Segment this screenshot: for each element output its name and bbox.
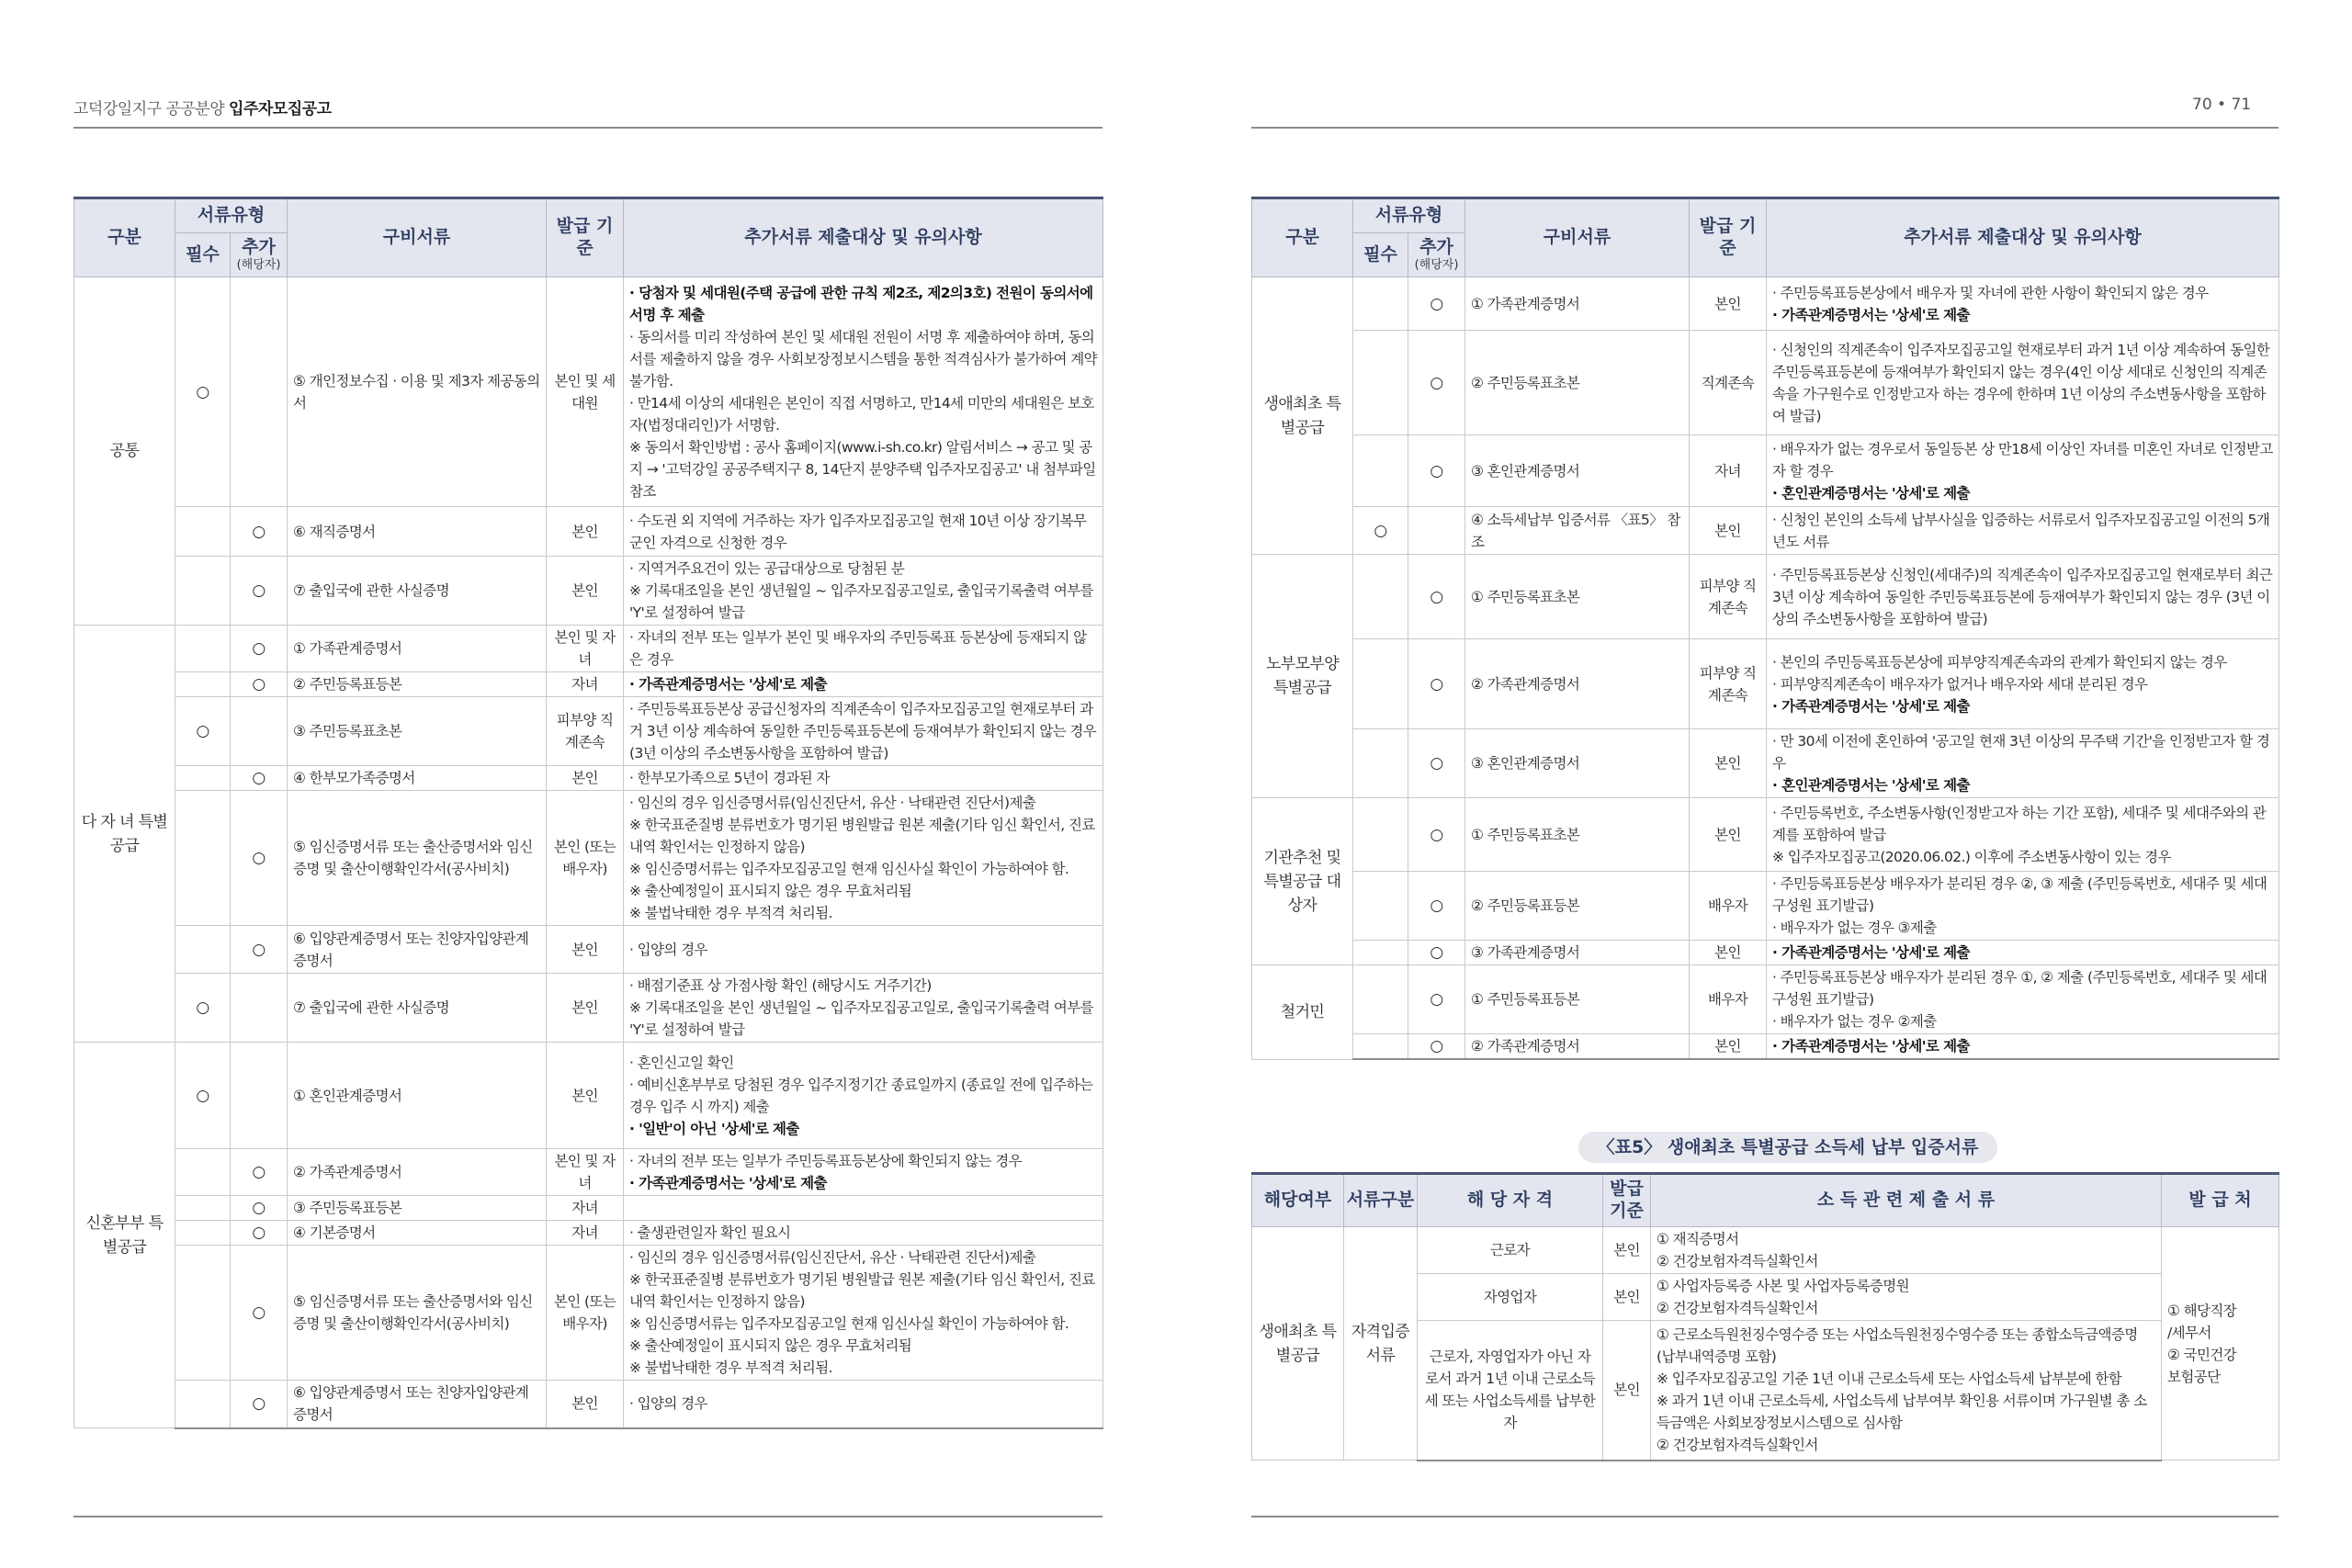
issue-basis: 피부양 직계존속: [547, 697, 624, 766]
notes-cell: [624, 1381, 1103, 1428]
note-line: · 배점기준표 상 가점사항 확인 (해당시도 거주기간): [629, 977, 932, 994]
issue-basis: 본인: [1690, 1034, 1767, 1060]
note-line: · 주민등록번호, 주소변동사항(인정받고자 하는 기간 포함), 세대주 및 세대주와의 관계를 포함하여 발급: [1772, 804, 2267, 843]
note-line: · 가족관계증명서는 '상세'로 제출: [629, 676, 827, 693]
issue-basis: 자녀: [547, 1196, 624, 1221]
issue-basis: 피부양 직계존속: [1690, 555, 1767, 639]
notes-cell: [1767, 331, 2279, 435]
notes-cell: [624, 1221, 1103, 1246]
required-mark: [175, 626, 231, 672]
group-cell: 노부모부양 특별공급: [1252, 555, 1353, 798]
additional-mark: ○: [231, 1246, 288, 1381]
note-line: · 혼인관계증명서는 '상세'로 제출: [1772, 484, 1970, 502]
qualification-cell: 자영업자: [1418, 1274, 1603, 1321]
doc-line: ① 근로소득원천징수영수증 또는 사업소득원천징수영수증 또는 종합소득금액증명(납부내역증명 포함): [1657, 1326, 2138, 1366]
document-name: ⑥ 입양관계증명서 또는 친양자입양관계증명서: [288, 926, 547, 974]
required-mark: ○: [175, 974, 231, 1043]
issuer-line: /세무서: [2167, 1324, 2211, 1341]
header-rule-left: [74, 127, 1102, 129]
document-name: ④ 한부모가족증명서: [288, 766, 547, 791]
note-line: ※ 기록대조일을 본인 생년월일 ~ 입주자모집공고일로, 출입국기록출력 여부를 'Y'로 설정하여 발급: [629, 582, 1093, 621]
required-mark: [1353, 555, 1408, 639]
document-name: ⑦ 출입국에 관한 사실증명: [288, 974, 547, 1043]
col-documents: 구비서류: [288, 198, 547, 277]
table-row: [1252, 729, 2279, 798]
notes-cell: [1767, 639, 2279, 729]
table-row: [1252, 435, 2279, 507]
additional-mark: ○: [231, 507, 288, 557]
right-documents-table: [1251, 197, 2279, 1060]
notes-cell: [624, 672, 1103, 697]
note-line: · 신청인의 직계존속이 입주자모집공고일 현재로부터 과거 1년 이상 계속하여 동일한 주민등록표등본에 등재여부가 확인되지 않는 경우(4인 이상 세대로 신청인의 직계존속을 가구원수로 인정받고자 하는 경우에 한하며 1년 이상의 주소변동사항을 포함하여 발급): [1772, 341, 2270, 424]
note-line: · 만14세 이상의 세대원은 본인이 직접 서명하고, 만14세 미만의 세대원은 보호자(법정대리인)가 서명함.: [629, 394, 1094, 434]
required-mark: [175, 1381, 231, 1428]
note-line: · 배우자가 없는 경우로서 동일등본 상 만18세 이상인 자녀를 미혼인 자녀로 인정받고자 할 경우: [1772, 440, 2273, 479]
additional-mark: ○: [231, 1196, 288, 1221]
notes-cell: [624, 626, 1103, 672]
note-line: · 본인의 주민등록표등본상에 피부양직계존속과의 관계가 확인되지 않는 경우: [1772, 653, 2227, 671]
required-mark: [175, 1246, 231, 1381]
additional-mark: ○: [231, 1221, 288, 1246]
col-issue-basis: 발급 기준: [1690, 198, 1767, 277]
note-line: · 임신의 경우 임신증명서류(임신진단서, 유산 · 낙태관련 진단서)제출: [629, 795, 1036, 811]
issue-basis: 본인 및 세대원: [547, 277, 624, 507]
note-line: · 가족관계증명서는 '상세'로 제출: [629, 1175, 827, 1191]
issue-basis: 본인: [1603, 1227, 1651, 1274]
note-line: · 가족관계증명서는 '상세'로 제출: [1772, 697, 1970, 715]
note-line: ※ 기록대조일을 본인 생년월일 ~ 입주자모집공고일로, 출입국기록출력 여부를 'Y'로 설정하여 발급: [629, 999, 1093, 1038]
required-mark: ○: [175, 277, 231, 507]
notes-cell: [1767, 941, 2279, 965]
header-title: 입주자모집공고: [229, 100, 332, 118]
table-row: [74, 766, 1103, 791]
additional-mark: ○: [231, 1381, 288, 1428]
col-additional: [1408, 233, 1465, 277]
required-mark: [1353, 331, 1408, 435]
document-name: ⑤ 임신증명서류 또는 출산증명서와 임신증명 및 출산이행확인각서(공사비치): [288, 791, 547, 926]
note-line: ※ 불법낙태한 경우 부적격 처리됨.: [629, 1359, 832, 1376]
issuer-line: ② 국민건강: [2167, 1346, 2237, 1363]
doc-line: ※ 과거 1년 이내 근로소득세, 사업소득세 납부여부 확인용 서류이며 가구원별 총 소득금액은 사회보장정보시스템으로 심사함: [1657, 1393, 2147, 1432]
table-row: [74, 1246, 1103, 1381]
issue-basis: 본인 및 자녀: [547, 1149, 624, 1196]
required-mark: [1353, 872, 1408, 941]
group-cell: 공통: [74, 277, 175, 626]
col-additional-label: 추가: [242, 236, 276, 257]
note-line: · 가족관계증명서는 '상세'로 제출: [1772, 1038, 1970, 1055]
issue-basis: 본인: [547, 507, 624, 557]
col-required: 필수: [1353, 233, 1408, 277]
issue-basis: 본인: [1603, 1321, 1651, 1461]
table-row: [1252, 941, 2279, 965]
table-row: [74, 1221, 1103, 1246]
document-name: ⑤ 개인정보수집 · 이용 및 제3자 제공동의서: [288, 277, 547, 507]
note-line: ※ 출산예정일이 표시되지 않은 경우 무효처리됨: [629, 883, 912, 899]
note-line: · 지역거주요건이 있는 공급대상으로 당첨된 분: [629, 560, 905, 577]
note-line: · '일반'이 아닌 '상세'로 제출: [629, 1120, 799, 1137]
issuer-line: ① 해당직장: [2167, 1302, 2237, 1319]
table-row: [74, 557, 1103, 626]
document-name: ④ 기본증명서: [288, 1221, 547, 1246]
document-name: ② 주민등록표초본: [1465, 331, 1690, 435]
document-name: ③ 혼인관계증명서: [1465, 435, 1690, 507]
income-docs-cell: [1651, 1227, 2162, 1274]
required-mark: ○: [175, 697, 231, 766]
document-name: ② 가족관계증명서: [1465, 639, 1690, 729]
additional-mark: ○: [1408, 555, 1465, 639]
table-row: [74, 277, 1103, 507]
additional-mark: [231, 974, 288, 1043]
additional-mark: ○: [231, 557, 288, 626]
col-issuer: 발 급 처: [2162, 1174, 2279, 1227]
table-row: [74, 926, 1103, 974]
document-name: ② 주민등록표등본: [288, 672, 547, 697]
note-line: · 수도권 외 지역에 거주하는 자가 입주자모집공고일 현재 10년 이상 장기복무군인 자격으로 신청한 경우: [629, 512, 1087, 551]
additional-mark: ○: [1408, 729, 1465, 798]
table-row: [1252, 872, 2279, 941]
note-line: · 입양의 경우: [629, 1395, 707, 1413]
document-name: ② 가족관계증명서: [288, 1149, 547, 1196]
col-documents: 구비서류: [1465, 198, 1690, 277]
col-income-docs: 소 득 관 련 제 출 서 류: [1651, 1174, 2162, 1227]
col-notes: 추가서류 제출대상 및 유의사항: [1767, 198, 2279, 277]
note-line: · 혼인관계증명서는 '상세'로 제출: [1772, 777, 1970, 794]
left-documents-table: [74, 197, 1103, 1429]
issuer-cell: [2162, 1227, 2279, 1461]
notes-cell: [624, 1043, 1103, 1149]
note-line: · 피부양직계존속이 배우자가 없거나 배우자와 세대 분리된 경우: [1772, 675, 2148, 693]
required-mark: [175, 1196, 231, 1221]
required-mark: [1353, 965, 1408, 1034]
table-row: [1252, 507, 2279, 555]
required-mark: [175, 1149, 231, 1196]
col-doc-category: 서류구분: [1344, 1174, 1418, 1227]
footer-rule-right: [1251, 1516, 2278, 1517]
required-mark: [175, 557, 231, 626]
required-mark: [1353, 798, 1408, 872]
notes-cell: [1767, 277, 2279, 331]
note-line: · 자녀의 전부 또는 일부가 본인 및 배우자의 주민등록표 등본상에 등재되지 않은 경우: [629, 629, 1087, 668]
header-rule-right: [1251, 127, 2278, 129]
note-line: ※ 출산예정일이 표시되지 않은 경우 무효처리됨: [629, 1337, 912, 1354]
issue-basis: 본인: [547, 1381, 624, 1428]
required-mark: [1353, 941, 1408, 965]
note-line: · 당첨자 및 세대원(주택 공급에 관한 규칙 제2조, 제2의3호) 전원이 동의서에 서명 후 제출: [629, 284, 1093, 323]
col-applicability: 해당여부: [1252, 1174, 1344, 1227]
required-mark: [1353, 277, 1408, 331]
document-name: ① 주민등록표초본: [1465, 798, 1690, 872]
table-row: [74, 697, 1103, 766]
required-mark: ○: [175, 1043, 231, 1149]
note-line: ※ 임신증명서류는 입주자모집공고일 현재 임신사실 확인이 가능하여야 함.: [629, 861, 1069, 877]
notes-cell: [1767, 798, 2279, 872]
doc-line: ② 건강보험자격득실확인서: [1657, 1253, 1818, 1269]
table-row: [1252, 798, 2279, 872]
additional-mark: ○: [1408, 435, 1465, 507]
additional-mark: [1408, 507, 1465, 555]
notes-cell: [1767, 1034, 2279, 1060]
issuer-line: 보험공단: [2167, 1368, 2221, 1385]
note-line: · 주민등록표등본상 공급신청자의 직계존속이 입주자모집공고일 현재로부터 과거 3년 이상 계속하여 동일한 주민등록표등본에 등재여부가 확인되지 않는 경우(3년 이상의 주소변동사항을 포함하여 발급): [629, 701, 1097, 761]
table5-income-tax-docs: [1251, 1172, 2279, 1461]
table-row: [74, 1043, 1103, 1149]
issue-basis: 본인 및 자녀: [547, 626, 624, 672]
col-issue-basis: 발급 기준: [547, 198, 624, 277]
col-gubun: 구분: [1252, 198, 1353, 277]
note-line: · 배우자가 없는 경우 ②제출: [1772, 1013, 1937, 1030]
qualification-cell: 근로자: [1418, 1227, 1603, 1274]
notes-cell: [624, 1149, 1103, 1196]
col-doc-type: 서류유형: [1353, 198, 1465, 233]
notes-cell: [624, 1196, 1103, 1221]
doc-line: ※ 입주자모집공고일 기준 1년 이내 근로소득세 또는 사업소득세 납부분에 한함: [1657, 1371, 2122, 1388]
col-notes: 추가서류 제출대상 및 유의사항: [624, 198, 1103, 277]
issue-basis: 본인: [1690, 729, 1767, 798]
notes-cell: [624, 974, 1103, 1043]
notes-cell: [624, 697, 1103, 766]
income-docs-cell: [1651, 1321, 2162, 1461]
additional-mark: ○: [231, 626, 288, 672]
required-mark: ○: [1353, 507, 1408, 555]
table-row: [1252, 1227, 2279, 1274]
doc-line: ② 건강보험자격득실확인서: [1657, 1300, 1818, 1316]
required-mark: [1353, 729, 1408, 798]
additional-mark: ○: [231, 926, 288, 974]
doc-category-cell: 자격입증 서류: [1344, 1227, 1418, 1461]
document-name: ① 주민등록표초본: [1465, 555, 1690, 639]
issue-basis: 본인: [1690, 798, 1767, 872]
page-numbers: 70 • 71: [2192, 96, 2252, 114]
notes-cell: [1767, 555, 2279, 639]
required-mark: [1353, 435, 1408, 507]
col-required: 필수: [175, 233, 231, 277]
col-qualification: 해 당 자 격: [1418, 1174, 1603, 1227]
notes-cell: [624, 507, 1103, 557]
note-line: ※ 한국표준질병 분류번호가 명기된 병원발급 원본 제출(기타 임신 확인서, 진료내역 확인서는 인정하지 않음): [629, 817, 1095, 855]
note-line: ※ 입주자모집공고(2020.06.02.) 이후에 주소변동사항이 있는 경우: [1772, 848, 2171, 865]
table-row: [74, 1196, 1103, 1221]
note-line: ※ 한국표준질병 분류번호가 명기된 병원발급 원본 제출(기타 임신 확인서, 진료내역 확인서는 인정하지 않음): [629, 1271, 1095, 1310]
required-mark: [175, 766, 231, 791]
col-additional-label: 추가: [1419, 236, 1453, 257]
note-line: ※ 동의서 확인방법 : 공사 홈페이지(www.i-sh.co.kr) 알림서비스 → 공고 및 공지 → '고덕강일 공공주택지구 8, 14단지 분양주택 입주자모집공고' 내 첨부파일 참조: [629, 438, 1096, 500]
issue-basis: 본인: [547, 766, 624, 791]
income-docs-cell: [1651, 1274, 2162, 1321]
document-name: ⑥ 재직증명서: [288, 507, 547, 557]
document-name: ① 가족관계증명서: [288, 626, 547, 672]
table-row: [74, 1149, 1103, 1196]
issue-basis: 본인 (또는 배우자): [547, 1246, 624, 1381]
document-name: ② 주민등록표등본: [1465, 872, 1690, 941]
document-name: ⑥ 입양관계증명서 또는 친양자입양관계증명서: [288, 1381, 547, 1428]
document-name: ③ 가족관계증명서: [1465, 941, 1690, 965]
table-row: [1252, 555, 2279, 639]
doc-line: ② 건강보험자격득실확인서: [1657, 1437, 1818, 1454]
header-prefix: 고덕강일지구 공공분양: [74, 100, 225, 118]
document-name: ① 가족관계증명서: [1465, 277, 1690, 331]
qualification-cell: 근로자, 자영업자가 아닌 자로서 과거 1년 이내 근로소득세 또는 사업소득세를 납부한 자: [1418, 1321, 1603, 1461]
table-row: [74, 626, 1103, 672]
additional-mark: ○: [1408, 872, 1465, 941]
document-name: ② 가족관계증명서: [1465, 1034, 1690, 1060]
notes-cell: [1767, 872, 2279, 941]
group-cell: 신혼부부 특별공급: [74, 1043, 175, 1428]
table-row: [74, 1381, 1103, 1428]
col-doc-type: 서류유형: [175, 198, 288, 233]
required-mark: [1353, 639, 1408, 729]
additional-mark: ○: [1408, 1034, 1465, 1060]
notes-cell: [624, 277, 1103, 507]
table-row: [1252, 965, 2279, 1034]
note-line: · 임신의 경우 임신증명서류(임신진단서, 유산 · 낙태관련 진단서)제출: [629, 1249, 1036, 1266]
notes-cell: [624, 557, 1103, 626]
notes-cell: [1767, 965, 2279, 1034]
group-cell: 다 자 녀 특별공급: [74, 626, 175, 1043]
document-name: ③ 혼인관계증명서: [1465, 729, 1690, 798]
additional-mark: [231, 1043, 288, 1149]
issue-basis: 본인: [547, 1043, 624, 1149]
document-name: ④ 소득세납부 입증서류 〈표5〉 참조: [1465, 507, 1690, 555]
table-row: [1252, 277, 2279, 331]
issue-basis: 본인: [1690, 507, 1767, 555]
additional-mark: [231, 277, 288, 507]
additional-mark: ○: [1408, 639, 1465, 729]
note-line: · 주민등록표등본상에서 배우자 및 자녀에 관한 사항이 확인되지 않은 경우: [1772, 284, 2209, 301]
note-line: · 주민등록표등본상 신청인(세대주)의 직계존속이 입주자모집공고일 현재로부터 최근3년 이상 계속하여 동일한 주민등록표등본에 등재여부가 확인되지 않는 경우 (3년 이상의 주소변동사항을 포함하여 발급): [1772, 566, 2273, 627]
note-line: · 신청인 본인의 소득세 납부사실을 입증하는 서류로서 입주자모집공고일 이전의 5개년도 서류: [1772, 511, 2270, 550]
note-line: · 동의서를 미리 작성하여 본인 및 세대원 전원이 서명 후 제출하여야 하며, 동의서를 제출하지 않을 경우 사회보장정보시스템을 통한 적격심사가 불가하여 계약 불가함.: [629, 328, 1097, 389]
table-row: [74, 672, 1103, 697]
issue-basis: 본인 (또는 배우자): [547, 791, 624, 926]
issue-basis: 배우자: [1690, 872, 1767, 941]
notes-cell: [1767, 507, 2279, 555]
issue-basis: 본인: [1690, 941, 1767, 965]
required-mark: [175, 1221, 231, 1246]
col-additional: [231, 233, 288, 277]
additional-mark: ○: [231, 766, 288, 791]
notes-cell: [1767, 729, 2279, 798]
note-line: · 입양의 경우: [629, 941, 707, 958]
issue-basis: 본인: [1690, 277, 1767, 331]
table-row: [1252, 1034, 2279, 1060]
issue-basis: 본인: [547, 557, 624, 626]
issue-basis: 배우자: [1690, 965, 1767, 1034]
note-line: · 가족관계증명서는 '상세'로 제출: [1772, 944, 1970, 961]
document-name: ⑦ 출입국에 관한 사실증명: [288, 557, 547, 626]
issue-basis: 본인: [1603, 1274, 1651, 1321]
notes-cell: [1767, 435, 2279, 507]
table5-caption: 〈표5〉 생애최초 특별공급 소득세 납부 입증서류: [1578, 1132, 1997, 1163]
notes-cell: [624, 1246, 1103, 1381]
additional-mark: [231, 697, 288, 766]
doc-line: ① 재직증명서: [1657, 1231, 1739, 1247]
col-additional-sub: (해당자): [236, 258, 281, 273]
col-issue-basis: 발급 기준: [1603, 1174, 1651, 1227]
table-row: [74, 791, 1103, 926]
issue-basis: 자녀: [547, 1221, 624, 1246]
additional-mark: ○: [231, 791, 288, 926]
additional-mark: ○: [1408, 277, 1465, 331]
note-line: ※ 임신증명서류는 입주자모집공고일 현재 임신사실 확인이 가능하여야 함.: [629, 1315, 1069, 1332]
footer-rule-left: [74, 1516, 1102, 1517]
required-mark: [1353, 1034, 1408, 1060]
doc-line: ① 사업자등록증 사본 및 사업자등록증명원: [1657, 1278, 1909, 1294]
required-mark: [175, 672, 231, 697]
issue-basis: 피부양 직계존속: [1690, 639, 1767, 729]
note-line: · 주민등록표등본상 배우자가 분리된 경우 ①, ② 제출 (주민등록번호, 세대주 및 세대구성원 표기발급): [1772, 969, 2267, 1008]
group-cell: 철거민: [1252, 965, 1353, 1060]
additional-mark: ○: [1408, 798, 1465, 872]
issue-basis: 자녀: [1690, 435, 1767, 507]
col-additional-sub: (해당자): [1414, 258, 1459, 273]
group-cell: 기관추천 및 특별공급 대상자: [1252, 798, 1353, 965]
document-name: ① 혼인관계증명서: [288, 1043, 547, 1149]
notes-cell: [624, 926, 1103, 974]
table-row: [1252, 331, 2279, 435]
additional-mark: ○: [231, 672, 288, 697]
note-line: · 예비신혼부부로 당첨된 경우 입주지정기간 종료일까지 (종료일 전에 입주하는 경우 입주 시 까지) 제출: [629, 1076, 1093, 1115]
col-gubun: 구분: [74, 198, 175, 277]
issue-basis: 본인: [547, 974, 624, 1043]
notes-cell: [624, 766, 1103, 791]
note-line: · 자녀의 전부 또는 일부가 주민등록표등본상에 확인되지 않는 경우: [629, 1153, 1023, 1169]
table-row: [74, 507, 1103, 557]
additional-mark: ○: [1408, 965, 1465, 1034]
running-header: [74, 96, 332, 118]
notes-cell: [624, 791, 1103, 926]
table-row: [1252, 639, 2279, 729]
note-line: · 혼인신고일 확인: [629, 1054, 734, 1071]
additional-mark: ○: [1408, 941, 1465, 965]
issue-basis: 직계존속: [1690, 331, 1767, 435]
note-line: · 만 30세 이전에 혼인하여 '공고일 현재 3년 이상의 무주택 기간'을 인정받고자 할 경우: [1772, 733, 2270, 772]
issue-basis: 자녀: [547, 672, 624, 697]
document-name: ① 주민등록표등본: [1465, 965, 1690, 1034]
document-name: ③ 주민등록표등본: [288, 1196, 547, 1221]
note-line: · 가족관계증명서는 '상세'로 제출: [1772, 306, 1970, 323]
note-line: · 주민등록표등본상 배우자가 분리된 경우 ②, ③ 제출 (주민등록번호, 세대주 및 세대구성원 표기발급): [1772, 875, 2267, 914]
issue-basis: 본인: [547, 926, 624, 974]
additional-mark: ○: [231, 1149, 288, 1196]
document-name: ⑤ 임신증명서류 또는 출산증명서와 임신증명 및 출산이행확인각서(공사비치): [288, 1246, 547, 1381]
required-mark: [175, 791, 231, 926]
note-line: ※ 불법낙태한 경우 부적격 처리됨.: [629, 905, 832, 921]
required-mark: [175, 926, 231, 974]
required-mark: [175, 507, 231, 557]
document-name: ③ 주민등록표초본: [288, 697, 547, 766]
table-row: [74, 974, 1103, 1043]
note-line: · 배우자가 없는 경우 ③제출: [1772, 919, 1937, 936]
applicability-cell: 생애최초 특별공급: [1252, 1227, 1344, 1461]
note-line: · 한부모가족으로 5년이 경과된 자: [629, 770, 830, 786]
note-line: · 출생관련일자 확인 필요시: [629, 1224, 791, 1241]
additional-mark: ○: [1408, 331, 1465, 435]
group-cell: 생애최초 특별공급: [1252, 277, 1353, 555]
